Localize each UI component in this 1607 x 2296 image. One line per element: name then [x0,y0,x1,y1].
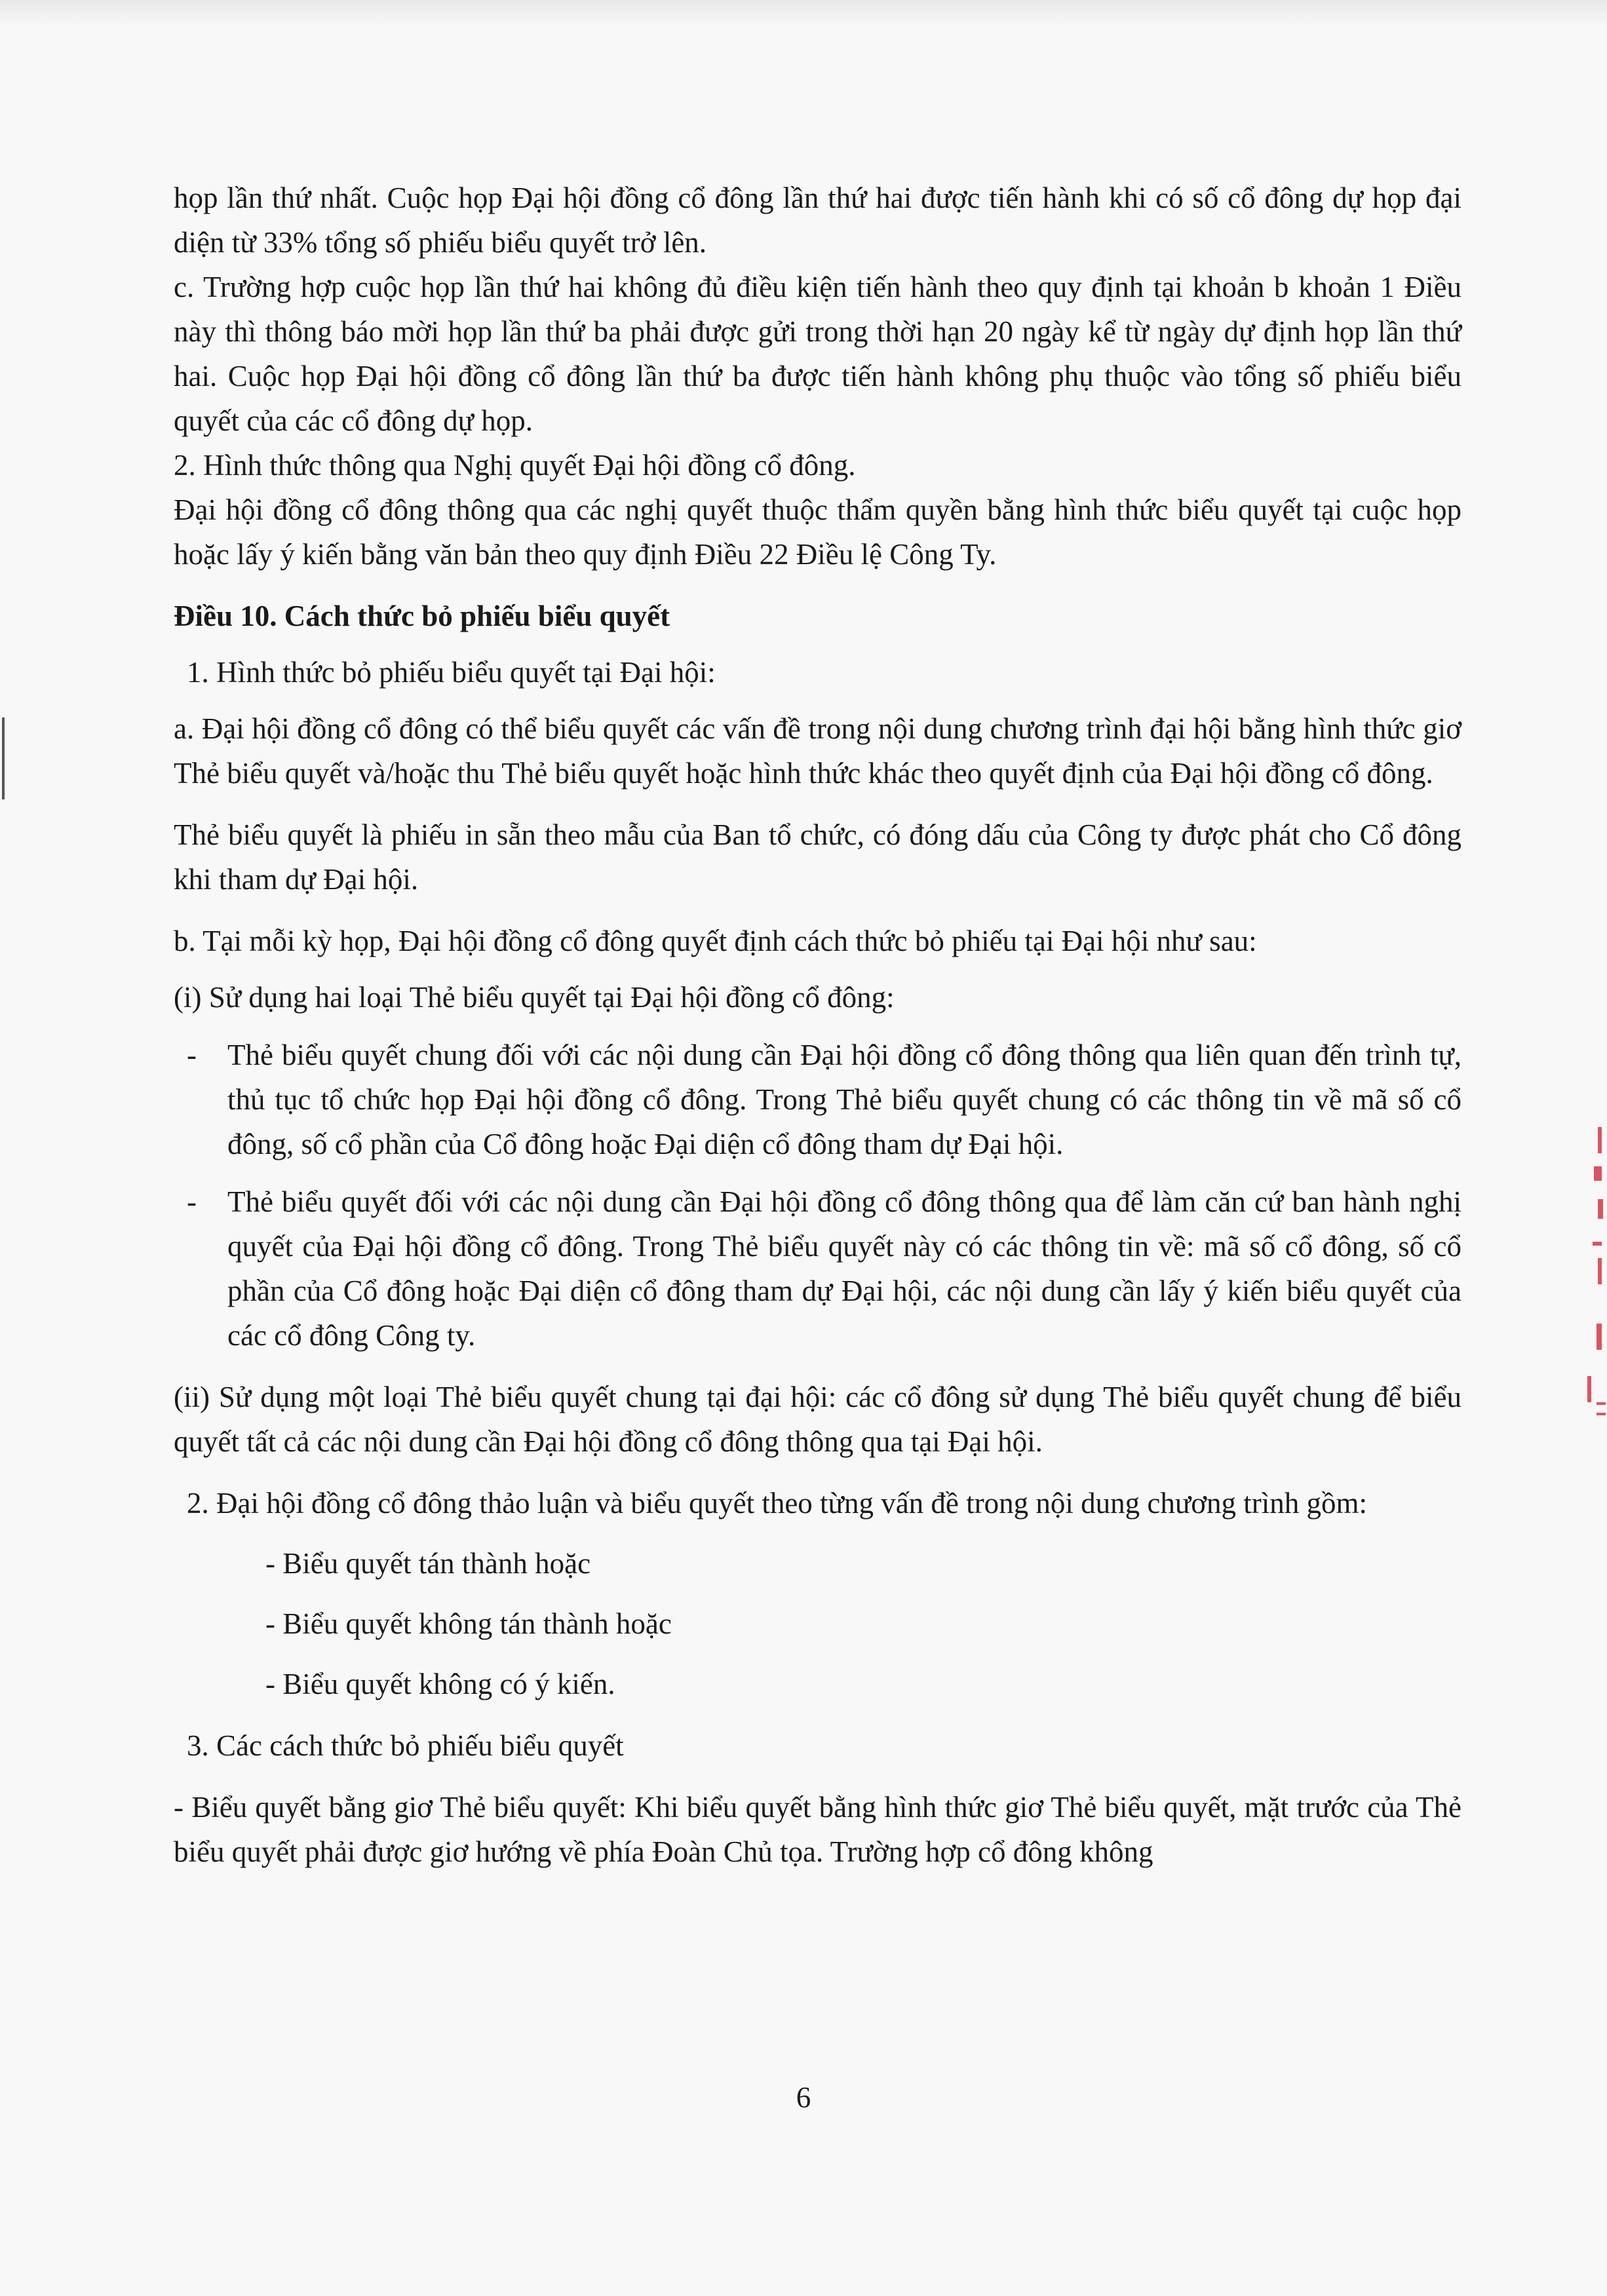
scan-edge-mark [2,718,5,799]
dash-marker: - [187,1185,197,1218]
vote-option-approve: - Biểu quyết tán thành hoặc [265,1547,591,1580]
list-item-resolution-card [174,1179,1462,1358]
paragraph-approval-form-title: 2. Hình thức thông qua Nghị quyết Đại hội đồng cổ đông. [174,449,856,482]
page-number: 6 [796,2081,811,2114]
document-body [174,176,1462,1874]
paragraph-raise-card: - Biểu quyết bằng giơ Thẻ biểu quyết: Khi biểu quyết bằng hình thức giơ Thẻ biểu quyết, mặt trước của Thẻ biểu quyết phải được giơ hướng về phía Đoàn Chủ tọa. Trường hợp cổ đông không [174,1791,1462,1868]
vote-option-no-opinion: - Biểu quyết không có ý kiến. [265,1668,615,1700]
article-10-heading: Điều 10. Cách thức bỏ phiếu biểu quyết [174,600,670,632]
paragraph-meeting-quorum: họp lần thứ nhất. Cuộc họp Đại hội đồng cổ đông lần thứ hai được tiến hành khi có số cổ đông dự họp đại diện từ 33% tổng số phiếu biểu quyết trở lên. [174,182,1462,259]
paragraph-voting-a: a. Đại hội đồng cổ đông có thể biểu quyết các vấn đề trong nội dung chương trình đại hội bằng hình thức giơ Thẻ biểu quyết và/hoặc thu Thẻ biểu quyết hoặc hình thức khác theo quyết định của Đại hội đồng cổ đông. [174,712,1462,790]
dash-marker: - [187,1039,197,1071]
list-item-general-card [174,1033,1462,1166]
paragraph-voting-form: 1. Hình thức bỏ phiếu biểu quyết tại Đại hội: [187,656,716,689]
paragraph-single-card: (ii) Sử dụng một loại Thẻ biểu quyết chung tại đại hội: các cổ đông sử dụng Thẻ biểu quyết chung để biểu quyết tất cả các nội dung cần Đại hội đồng cổ đông thông qua tại Đại hội. [174,1381,1462,1458]
red-stamp-edge [1585,1127,1607,1428]
paragraph-voting-card: Thẻ biểu quyết là phiếu in sẵn theo mẫu của Ban tổ chức, có đóng dấu của Công ty được phát cho Cổ đông khi tham dự Đại hội. [174,818,1462,896]
scan-shadow [0,0,1607,26]
paragraph-two-card-types: (i) Sử dụng hai loại Thẻ biểu quyết tại Đại hội đồng cổ đông: [174,981,895,1014]
paragraph-third-meeting: c. Trường hợp cuộc họp lần thứ hai không đủ điều kiện tiến hành theo quy định tại khoản b khoản 1 Điều này thì thông báo mời họp lần thứ ba phải được gửi trong thời hạn 20 ngày kể từ ngày dự định họp lần thứ hai. Cuộc họp Đại hội đồng cổ đông lần thứ ba được tiến hành không phụ thuộc vào tổng số phiếu biểu quyết của các cổ đông dự họp. [174,271,1462,437]
list-item-text: Thẻ biểu quyết chung đối với các nội dung cần Đại hội đồng cổ đông thông qua liên quan đến trình tự, thủ tục tổ chức họp Đại hội đồng cổ đông. Trong Thẻ biểu quyết chung có các thông tin về mã số cổ đông, số cổ phần của Cổ đông hoặc Đại diện cổ đông tham dự Đại hội. [227,1039,1462,1160]
paragraph-approval-form: Đại hội đồng cổ đông thông qua các nghị quyết thuộc thẩm quyền bằng hình thức biểu quyết tại cuộc họp hoặc lấy ý kiến bằng văn bản theo quy định Điều 22 Điều lệ Công Ty. [174,493,1462,571]
paragraph-voting-b: b. Tại mỗi kỳ họp, Đại hội đồng cổ đông quyết định cách thức bỏ phiếu tại Đại hội như sau: [174,925,1257,957]
paragraph-voting-methods: 3. Các cách thức bỏ phiếu biểu quyết [187,1729,624,1762]
paragraph-discussion: 2. Đại hội đồng cổ đông thảo luận và biểu quyết theo từng vấn đề trong nội dung chương trình gồm: [187,1487,1368,1520]
list-item-text: Thẻ biểu quyết đối với các nội dung cần Đại hội đồng cổ đông thông qua để làm căn cứ ban hành nghị quyết của Đại hội đồng cổ đông. Trong Thẻ biểu quyết này có các thông tin về: mã số cổ đông, số cổ phần của Cổ đông hoặc Đại diện cổ đông tham dự Đại hội, các nội dung cần lấy ý kiến biểu quyết của các cổ đông Công ty. [227,1185,1462,1352]
vote-option-disapprove: - Biểu quyết không tán thành hoặc [265,1607,672,1640]
